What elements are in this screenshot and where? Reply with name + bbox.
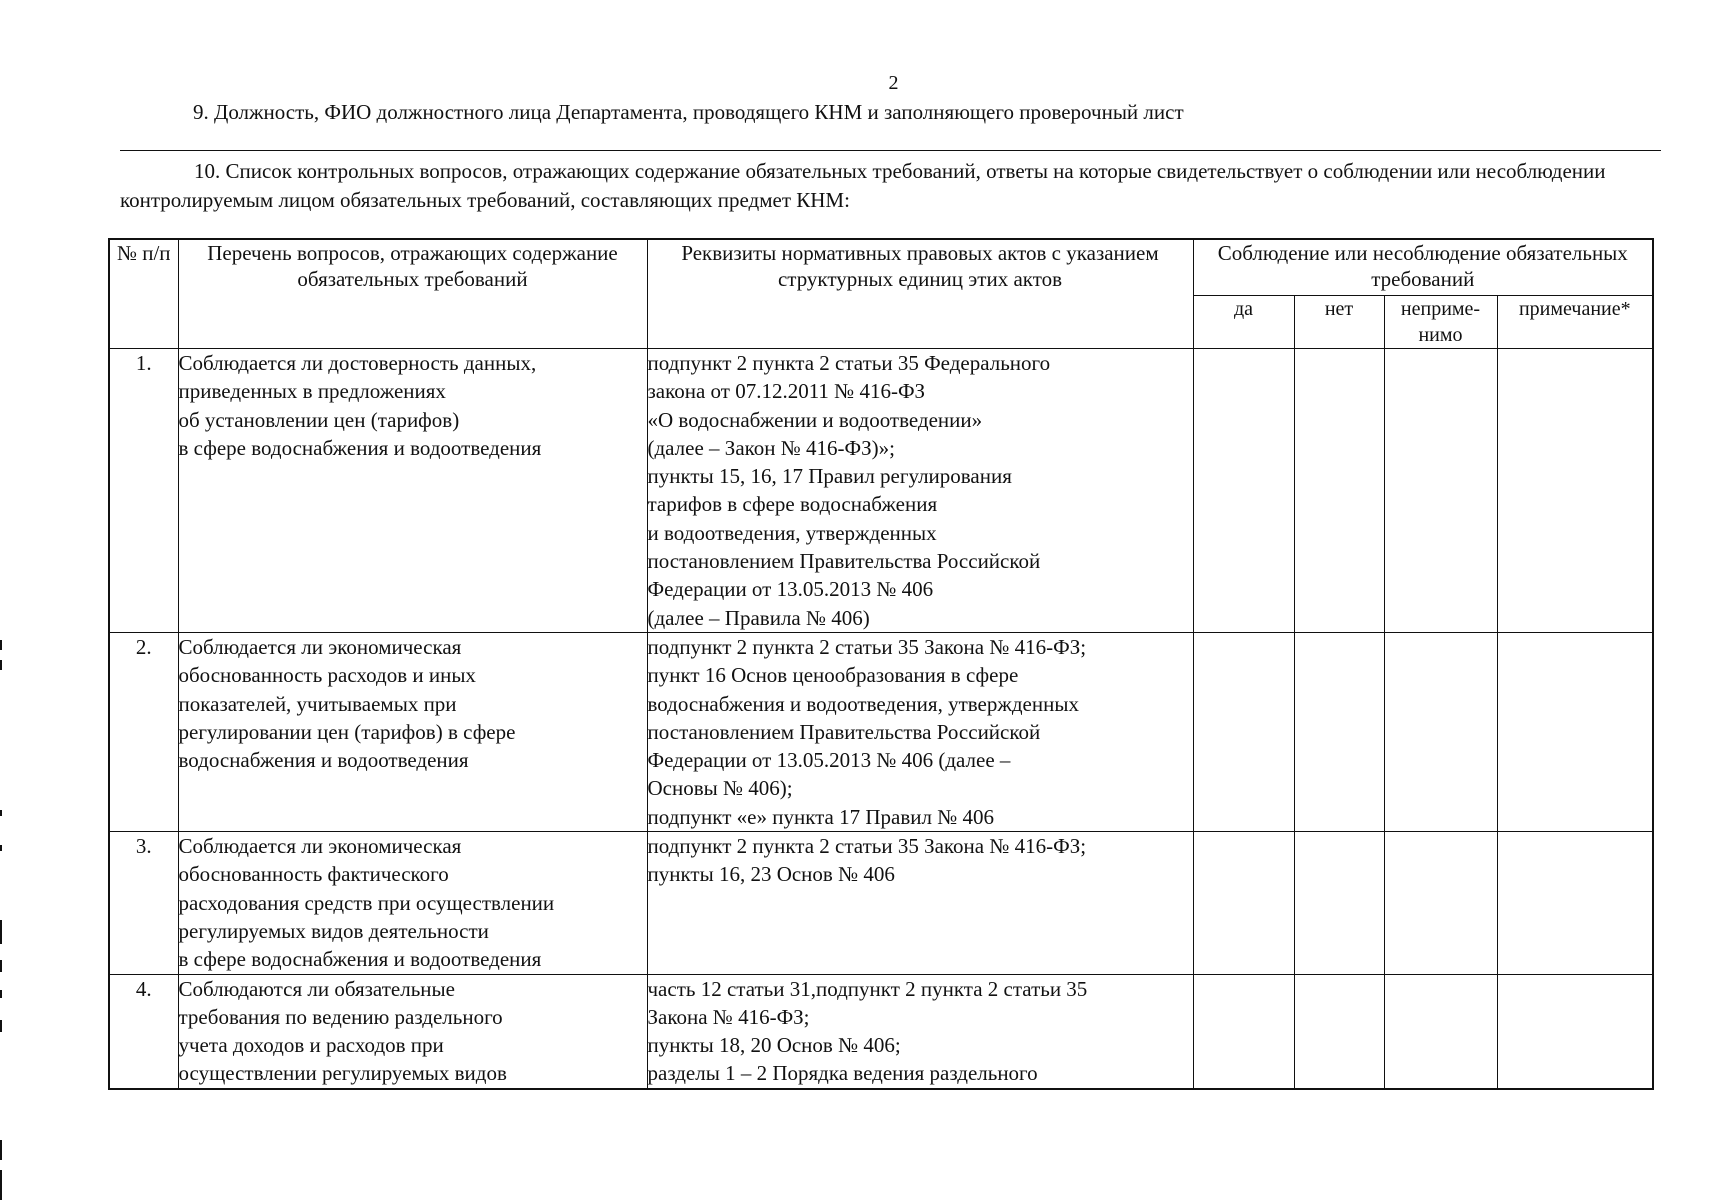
- header-legal-refs: Реквизиты нормативных правовых актов с указанием структурных единиц этих актов: [647, 239, 1193, 349]
- question-line: учета доходов и расходов при: [178, 1033, 444, 1058]
- note-cell[interactable]: [1497, 349, 1653, 633]
- question-line: водоснабжения и водоотведения: [178, 748, 469, 773]
- legal-ref-line: пункты 15, 16, 17 Правил регулирования: [647, 464, 1012, 489]
- item-10-question-list-intro: 10. Список контрольных вопросов, отражающих содержание обязательных требований, ответы на которые свидетельствует о соблюдении или несоблюдении контролируемым лицом обязательных требований, составляющих предмет КНМ:: [120, 159, 1606, 212]
- legal-ref-line: разделы 1 – 2 Порядка ведения раздельного: [647, 1061, 1038, 1086]
- not-applicable-cell[interactable]: [1384, 832, 1497, 974]
- item-9-official-position: 9. Должность, ФИО должностного лица Департамента, проводящего КНМ и заполняющего проверочный лист: [193, 100, 1184, 124]
- checklist-table: [108, 238, 1654, 1090]
- header-note: примечание*: [1497, 296, 1653, 349]
- legal-ref-line: подпункт 2 пункта 2 статьи 35 Закона № 416-ФЗ;: [647, 834, 1087, 859]
- yes-cell[interactable]: [1193, 632, 1294, 831]
- note-cell[interactable]: [1497, 632, 1653, 831]
- question-line: Соблюдается ли достоверность данных,: [178, 351, 537, 375]
- question-line: в сфере водоснабжения и водоотведения: [178, 435, 542, 460]
- question-line: Соблюдается ли экономическая: [178, 634, 462, 659]
- question-cell: [178, 974, 647, 1089]
- legal-ref-line: подпункт 2 пункта 2 статьи 35 Закона № 416-ФЗ;: [647, 634, 1087, 659]
- question-line: требования по ведению раздельного: [178, 1004, 503, 1029]
- row-number: 3.: [109, 832, 178, 974]
- question-cell: [178, 349, 647, 633]
- legal-ref-line: Федерации от 13.05.2013 № 406: [647, 577, 934, 602]
- question-line: показателей, учитываемых при: [178, 691, 457, 716]
- yes-cell[interactable]: [1193, 832, 1294, 974]
- legal-ref-line: подпункт 2 пункта 2 статьи 35 Федерального: [647, 351, 1051, 375]
- question-line: приведенных в предложениях: [178, 379, 446, 404]
- yes-cell[interactable]: [1193, 974, 1294, 1089]
- page-number: 2: [888, 72, 899, 94]
- legal-ref-line: подпункт «е» пункта 17 Правил № 406: [647, 804, 995, 829]
- legal-ref-line: «О водоснабжении и водоотведении»: [647, 407, 983, 432]
- legal-ref-line: тарифов в сфере водоснабжения: [647, 492, 938, 517]
- no-cell[interactable]: [1294, 349, 1384, 633]
- legal-ref-line: (далее – Закон № 416-ФЗ)»;: [647, 435, 895, 460]
- not-applicable-cell[interactable]: [1384, 632, 1497, 831]
- legal-ref-line: постановлением Правительства Российской: [647, 719, 1041, 744]
- not-applicable-cell[interactable]: [1384, 974, 1497, 1089]
- header-compliance: Соблюдение или несоблюдение обязательных требований: [1193, 239, 1653, 296]
- no-cell[interactable]: [1294, 974, 1384, 1089]
- legal-ref-line: водоснабжения и водоотведения, утвержденных: [647, 691, 1079, 716]
- table-row: [109, 349, 1653, 633]
- question-line: расходования средств при осуществлении: [178, 890, 555, 915]
- legal-ref-cell: [647, 974, 1193, 1089]
- no-cell[interactable]: [1294, 832, 1384, 974]
- table-row: [109, 974, 1653, 1089]
- table-row: [109, 832, 1653, 974]
- header-no: нет: [1294, 296, 1384, 349]
- legal-ref-line: закона от 07.12.2011 № 416-ФЗ: [647, 379, 926, 404]
- signature-fill-line: [120, 150, 1661, 151]
- legal-ref-line: (далее – Правила № 406): [647, 605, 870, 630]
- table-row: [109, 632, 1653, 831]
- no-cell[interactable]: [1294, 632, 1384, 831]
- row-number: 4.: [109, 974, 178, 1089]
- legal-ref-line: пункт 16 Основ ценообразования в сфере: [647, 663, 1019, 688]
- header-questions: Перечень вопросов, отражающих содержание обязательных требований: [178, 239, 647, 349]
- question-line: Соблюдаются ли обязательные: [178, 976, 455, 1001]
- legal-ref-line: и водоотведения, утвержденных: [647, 520, 937, 545]
- question-line: Соблюдается ли экономическая: [178, 834, 462, 859]
- header-yes: да: [1193, 296, 1294, 349]
- legal-ref-line: постановлением Правительства Российской: [647, 549, 1041, 574]
- header-not-applicable: неприме-нимо: [1384, 296, 1497, 349]
- question-line: осуществлении регулируемых видов: [178, 1061, 507, 1086]
- note-cell[interactable]: [1497, 832, 1653, 974]
- question-line: регулировании цен (тарифов) в сфере: [178, 719, 516, 744]
- not-applicable-cell[interactable]: [1384, 349, 1497, 633]
- legal-ref-line: Закона № 416-ФЗ;: [647, 1004, 810, 1029]
- legal-ref-line: часть 12 статьи 31,подпункт 2 пункта 2 статьи 35: [647, 976, 1088, 1001]
- question-line: в сфере водоснабжения и водоотведения: [178, 947, 542, 972]
- yes-cell[interactable]: [1193, 349, 1294, 633]
- legal-ref-line: пункты 18, 20 Основ № 406;: [647, 1033, 901, 1058]
- header-number: № п/п: [109, 239, 178, 349]
- legal-ref-line: Основы № 406);: [647, 776, 793, 801]
- question-line: обоснованность расходов и иных: [178, 663, 476, 688]
- legal-ref-line: пункты 16, 23 Основ № 406: [647, 862, 895, 887]
- question-line: обоснованность фактического: [178, 862, 449, 887]
- note-cell[interactable]: [1497, 974, 1653, 1089]
- legal-ref-cell: [647, 349, 1193, 633]
- row-number: 2.: [109, 632, 178, 831]
- question-line: об установлении цен (тарифов): [178, 407, 460, 432]
- legal-ref-line: Федерации от 13.05.2013 № 406 (далее –: [647, 748, 1011, 773]
- legal-ref-cell: [647, 632, 1193, 831]
- question-cell: [178, 632, 647, 831]
- question-cell: [178, 832, 647, 974]
- legal-ref-cell: [647, 832, 1193, 974]
- row-number: 1.: [109, 349, 178, 633]
- question-line: регулируемых видов деятельности: [178, 918, 489, 943]
